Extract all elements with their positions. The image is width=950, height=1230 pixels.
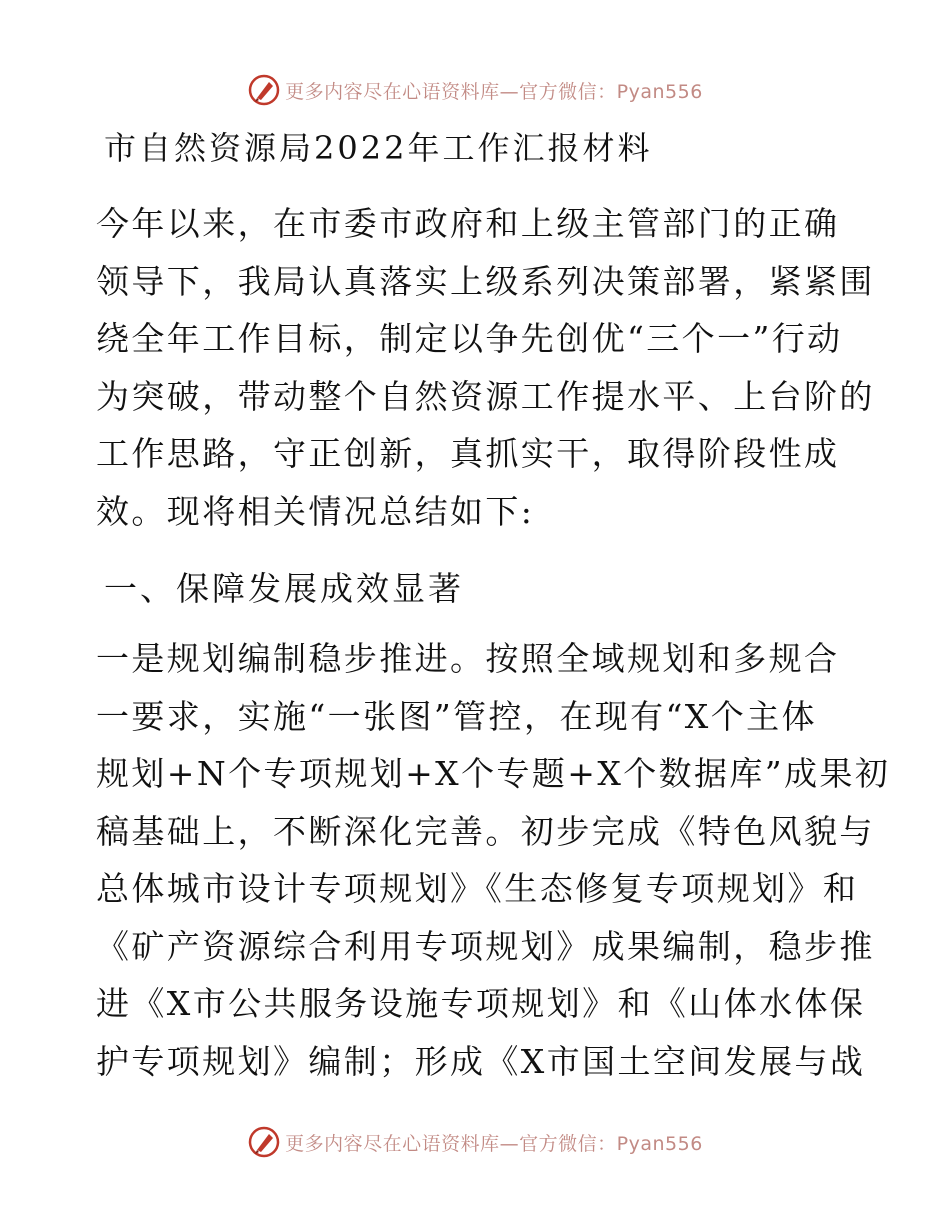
text-line: 工作思路，守正创新，真抓实干，取得阶段性成	[96, 434, 840, 473]
watermark-text: 更多内容尽在心语资料库—官方微信：Pyan556	[285, 80, 703, 103]
section-paragraph	[96, 630, 891, 1090]
watermark-text: 更多内容尽在心语资料库—官方微信：Pyan556	[285, 1132, 703, 1155]
document-title: 市自然资源局2022年工作汇报材料	[104, 129, 653, 167]
text-line: 《矿产资源综合利用专项规划》成果编制，稳步推	[96, 926, 875, 966]
text-line: 进《X市公共服务设施专项规划》和《山体水体保	[96, 984, 866, 1023]
watermark-header	[0, 70, 950, 110]
watermark-footer	[0, 1122, 950, 1162]
text-line: 效。现将相关情况总结如下:	[96, 491, 535, 531]
text-line: 为突破，带动整个自然资源工作提水平、上台阶的	[96, 376, 875, 416]
text-line: 总体城市设计专项规划》《生态修复专项规划》和	[96, 869, 859, 908]
text-line: 今年以来，在市委市政府和上级主管部门的正确	[96, 204, 840, 243]
text-line: 稿基础上，不断深化完善。初步完成《特色风貌与	[96, 811, 875, 851]
text-line: 规划+N个专项规划+X个专题+X个数据库”成果初	[96, 754, 891, 793]
pen-nib-logo-icon	[247, 1125, 281, 1159]
text-line: 护专项规划》编制；形成《X市国土空间发展与战	[96, 1041, 866, 1081]
section-heading: 一、保障发展成效显著	[104, 569, 464, 608]
intro-paragraph	[96, 195, 875, 540]
text-line: 一是规划编制稳步推进。按照全域规划和多规合	[96, 639, 840, 678]
text-line: 绕全年工作目标，制定以争先创优“三个一”行动	[96, 319, 843, 358]
text-line: 一要求，实施“一张图”管控，在现有“X个主体	[96, 696, 817, 736]
text-line: 领导下，我局认真落实上级系列决策部署，紧紧围	[96, 261, 875, 301]
pen-nib-logo-icon	[247, 73, 281, 107]
